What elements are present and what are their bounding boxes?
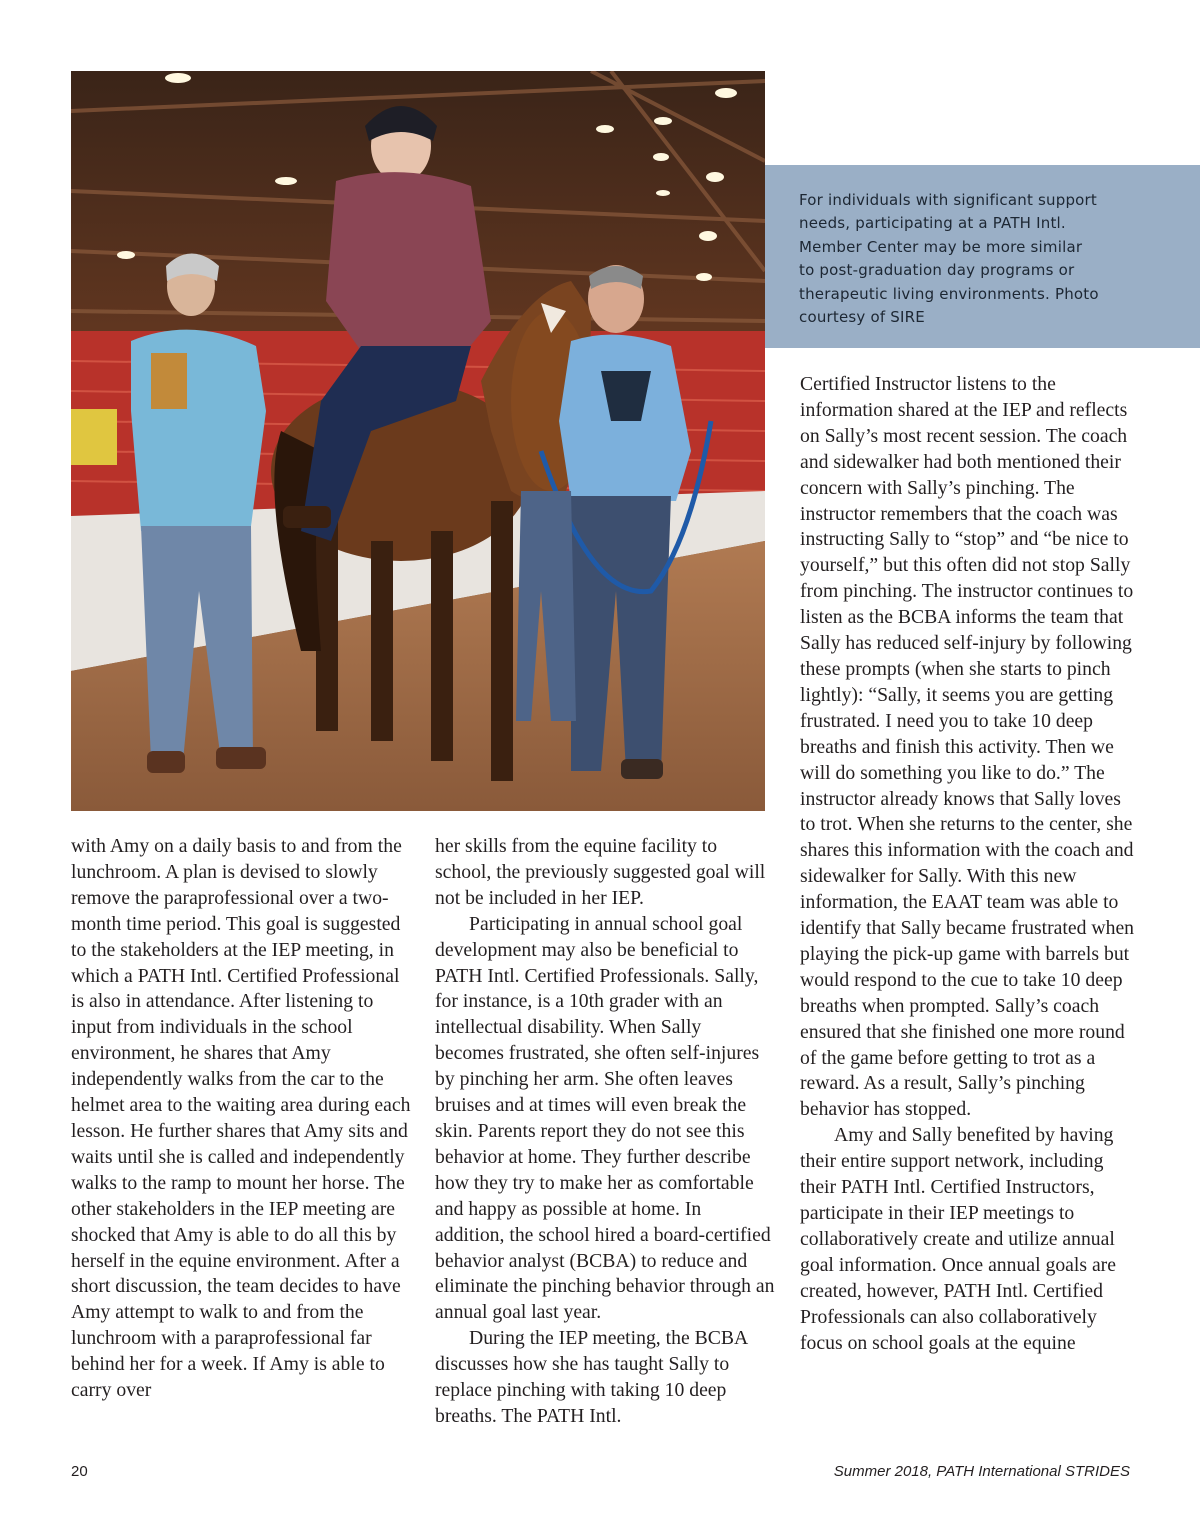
- paragraph: her skills from the equine facility to school, the previously suggested goal will not be included in her IEP.: [435, 835, 766, 909]
- article-photo: [71, 71, 765, 811]
- text-column-3: [800, 372, 1140, 1356]
- paragraph: Certified Instructor listens to the information shared at the IEP and reflects on Sally’s most recent session. The coach and sidewalker had both mentioned their concern with Sally’s pinching. The instructor remembers that the coach was instructing Sally to “stop” and “be nice to yourself,” but this often did not stop Sally from pinching. The instructor continues to listen as the BCBA informs the team that Sally has reduced self-injury by following these prompts (when she starts to pinch lightly): “Sally, it seems you are getting frustrated. I need you to take 10 deep breaths and finish this activity. Then we will do something you like to do.” The instructor already knows that Sally loves to trot. When she returns to the center, she shares this information with the coach and sidewalker for Sally. With this new information, the EAAT team was able to identify that Sally became frustrated when playing the pick-up game with barrels but would respond to the cue to take 10 deep breaths when prompted. Sally’s coach ensured that she finished one more round of the game before getting to trot as a reward. As a result, Sally’s pinching behavior has stopped.: [800, 373, 1135, 1121]
- paragraph: Participating in annual school goal development may also be beneficial to PATH Intl. Certified Professionals. Sally, for instance, is a 10th grader with an intellectual disability. When Sally becomes frustrated, she often self-injures by pinching her arm. She often leaves bruises and at times will even break the skin. Parents report they do not see this behavior at home. They further describe how they try to make her as comfortable and happy as possible at home. In addition, the school hired a board-certified behavior analyst (BCBA) to reduce and eliminate the pinching behavior through an annual goal last year.: [435, 912, 775, 1324]
- paragraph: Amy and Sally benefited by having their entire support network, including their PATH Intl. Certified Instructors, participate in their IEP meetings to collaboratively create and utilize annual goal information. Once annual goals are created, however, PATH Intl. Certified Professionals can also collaboratively focus on school goals at the equine: [800, 1124, 1116, 1354]
- arena-photo-illustration: [71, 71, 765, 811]
- page-number: 20: [71, 1463, 88, 1480]
- photo-caption: For individuals with significant support needs, participating at a PATH Intl. Member Center may be more similar to post-graduation day programs or therapeutic living environments. Photo courtesy of SIRE: [799, 191, 1099, 327]
- paragraph: During the IEP meeting, the BCBA discusses how she has taught Sally to replace pinching with taking 10 deep breaths. The PATH Intl.: [435, 1327, 748, 1427]
- paragraph: with Amy on a daily basis to and from the lunchroom. A plan is devised to slowly remove the paraprofessional over a two-month time period. This goal is suggested to the stakeholders at the IEP meeting, in which a PATH Intl. Certified Professional is also in attendance. After listening to input from individuals in the school environment, he shares that Amy independently walks from the car to the helmet area to the waiting area during each lesson. He further shares that Amy sits and waits until she is called and independently walks to the ramp to mount her horse. The other stakeholders in the IEP meeting are shocked that Amy is able to do all this by herself in the equine environment. After a short discussion, the team decides to have Amy attempt to walk to and from the lunchroom with a paraprofessional far behind her for a week. If Amy is able to carry over: [71, 835, 411, 1402]
- text-column-2: [435, 834, 775, 1430]
- caption-box: [765, 165, 1200, 348]
- publication-footer: Summer 2018, PATH International STRIDES: [833, 1463, 1130, 1480]
- text-column-1: [71, 834, 411, 1404]
